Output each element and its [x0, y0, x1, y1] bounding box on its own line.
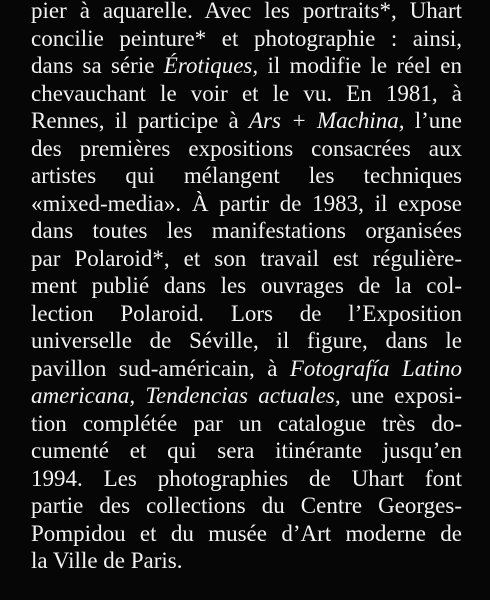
text-line: [31, 492, 462, 520]
text-segment: Pompidou et du musée d’Art moderne de: [31, 520, 462, 546]
text-segment: des premières expositions consacrées aux: [31, 135, 462, 161]
text-line: [31, 327, 462, 355]
text-line: [31, 217, 462, 245]
text-line: [31, 135, 462, 163]
text-segment: Rennes, il participe à: [31, 108, 249, 133]
text-segment: dans sa série: [31, 53, 164, 78]
text-segment: chevauchant le voir et le vu. En 1981, à: [31, 80, 462, 106]
text-segment: universelle de Séville, il figure, dans le: [31, 328, 462, 353]
text-line: [31, 25, 462, 53]
text-line: [31, 0, 462, 25]
text-segment: la Ville de Paris.: [31, 548, 183, 573]
text-segment: «mixed-media». À partir de 1983, il expose: [31, 190, 462, 216]
text-segment: lection Polaroid. Lors de l’Exposition: [31, 300, 462, 326]
text-segment: pavillon sud-américain, à: [31, 355, 290, 381]
text-line: [31, 162, 462, 190]
text-line: [31, 382, 462, 410]
text-segment: l’une: [404, 108, 463, 133]
text-segment: cumenté et qui sera itinérante jusqu’en: [31, 438, 462, 463]
text-segment: artistes qui mélangent les techniques: [31, 163, 462, 188]
text-line: [31, 107, 462, 135]
italic-title: Fotografía Latino: [289, 355, 462, 381]
text-segment: 1994. Les photographies de Uhart font: [31, 465, 462, 491]
text-line: [31, 437, 462, 465]
text-line: [31, 410, 462, 438]
text-segment: concilie peinture* et photographie : ainsi,: [31, 25, 462, 51]
text-segment: dans toutes les manifestations organisées: [31, 218, 462, 243]
text-line: [31, 272, 462, 300]
text-segment: ment publié dans les ouvrages de la col-: [31, 273, 462, 298]
text-segment: pier à aquarelle. Avec les portraits*, Uhart: [31, 0, 462, 23]
body-text: [31, 0, 462, 575]
text-line: [31, 245, 462, 273]
text-line: [31, 520, 462, 548]
text-line: [31, 355, 462, 383]
text-line-last: [31, 547, 462, 575]
italic-title: americana, Tendencias actuales,: [31, 383, 341, 408]
italic-title: Ars + Machina,: [248, 108, 405, 133]
text-line: [31, 300, 462, 328]
text-segment: une exposi-: [340, 383, 462, 408]
text-segment: il modifie le réel en: [258, 53, 462, 78]
text-line: [31, 80, 462, 108]
italic-title: Érotiques,: [163, 53, 259, 78]
text-segment: partie des collections du Centre Georges-: [31, 493, 462, 518]
text-line: [31, 52, 462, 80]
text-segment: par Polaroid*, et son travail est régulière-: [31, 245, 462, 271]
text-line: [31, 465, 462, 493]
text-line: [31, 190, 462, 218]
text-segment: tion complétée par un catalogue très do-: [31, 410, 462, 436]
